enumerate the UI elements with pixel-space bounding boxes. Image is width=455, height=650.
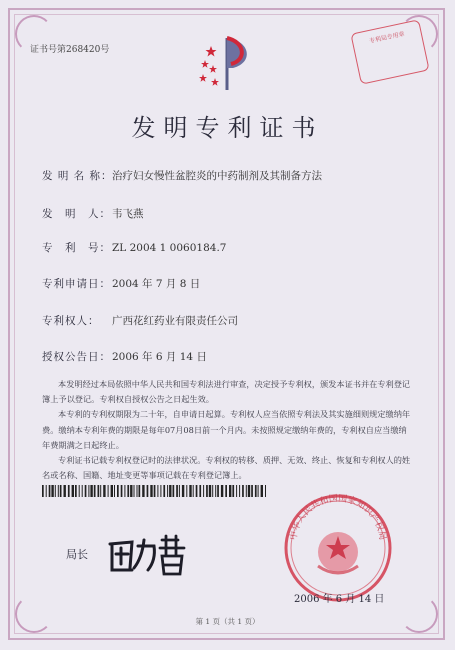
patent-office-emblem-icon [197, 32, 259, 94]
field-application-date [42, 276, 200, 291]
field-invention-name [42, 168, 322, 183]
field-label: 发 明 名 称： [42, 170, 113, 182]
field-value: 广西花红药业有限责任公司 [112, 315, 238, 327]
certificate-body [42, 377, 414, 483]
corner-ornament-icon [15, 595, 53, 633]
field-value: ZL 2004 1 0060184.7 [112, 242, 227, 254]
field-value: 2006 年 6 月 14 日 [112, 351, 207, 363]
field-inventor [42, 206, 144, 221]
field-label: 授权公告日： [42, 351, 111, 363]
field-patent-number [42, 240, 226, 255]
body-paragraph: 本专利的专利权期限为二十年，自申请日起算。专利权人应当依照专利法及其实施细则规定缴纳年费。缴纳本专利年费的期限是每年07月08日前一个月内。未按照规定缴纳年费的，专利权自应当缴纳年费期满之日起终止。 [42, 409, 411, 450]
signature-label: 局长 [66, 548, 88, 561]
field-grant-date [42, 349, 207, 364]
corner-ornament-icon [400, 595, 438, 633]
body-paragraph: 专利证书记载专利权登记时的法律状况。专利权的转移、质押、无效、终止、恢复和专利权人的姓名或名称、国籍、地址变更等事项记载在专利登记簿上。 [42, 455, 411, 481]
field-value: 治疗妇女慢性盆腔炎的中药制剂及其制备方法 [112, 170, 322, 182]
certificate-title: 发明专利证书 [131, 114, 324, 142]
field-label: 专 利 号： [42, 242, 111, 254]
issue-date: 2006 年 6 月 14 日 [294, 594, 385, 605]
field-label: 发 明 人： [42, 208, 111, 220]
barcode-icon [42, 485, 267, 497]
certificate-number: 证书号第268420号 [30, 45, 110, 55]
field-value: 2004 年 7 月 8 日 [112, 278, 201, 290]
page-indicator: 第 1 页（共 1 页） [195, 617, 260, 626]
top-stamp-text: 专利局专用章 [368, 30, 406, 45]
field-patentee [42, 313, 238, 328]
field-value: 韦飞燕 [112, 208, 144, 220]
state-ip-office-seal-icon [282, 492, 394, 604]
field-label: 专利权人： [42, 315, 100, 327]
field-label: 专利申请日： [42, 278, 111, 290]
body-paragraph: 本发明经过本局依照中华人民共和国专利法进行审查，决定授予专利权，颁发本证书并在专利登记簿上予以登记。专利权自授权公告之日起生效。 [42, 379, 411, 405]
handwritten-signature-icon [104, 530, 196, 578]
seal-text: 中华人民共和国国家知识产权局 [288, 493, 388, 541]
